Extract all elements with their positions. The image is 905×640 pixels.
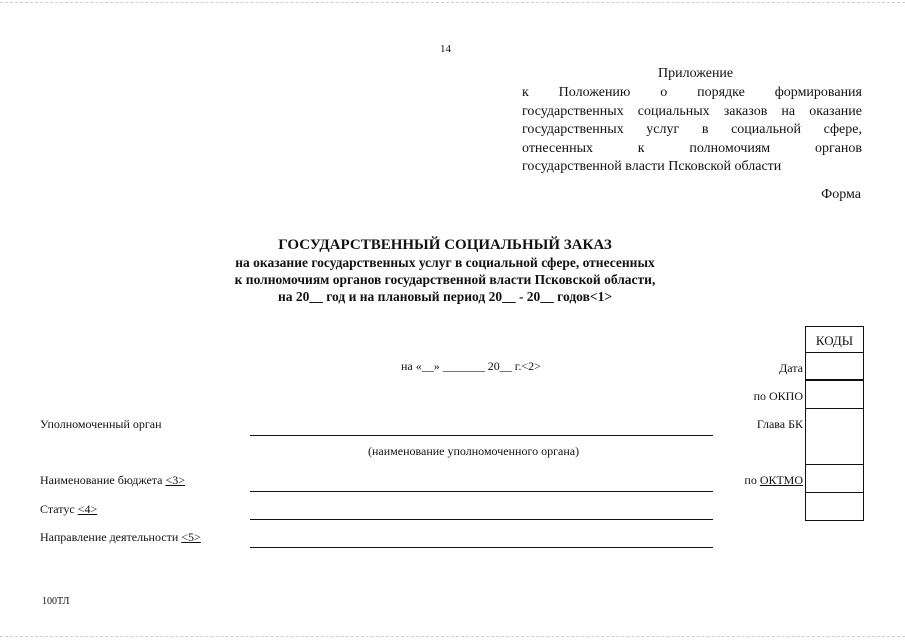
code-cell-oktmo[interactable] xyxy=(805,464,864,493)
oktmo-prefix: по xyxy=(744,473,760,487)
glava-bk-code-label: Глава БК xyxy=(756,417,803,431)
appendix-line: к Положению о порядке формирования xyxy=(522,85,862,100)
code-cell-extra[interactable] xyxy=(805,492,864,521)
scan-edge-top xyxy=(0,2,905,3)
form-label: Форма xyxy=(821,187,861,202)
authority-caption: (наименование уполномоченного органа) xyxy=(368,444,580,458)
budget-input-line[interactable] xyxy=(250,491,713,492)
code-cell-glava-bk[interactable] xyxy=(805,408,864,465)
budget-label-text: Наименование бюджета xyxy=(40,473,166,487)
direction-label-text: Направление деятельности xyxy=(40,530,182,544)
status-footnote-link[interactable]: <4> xyxy=(77,502,98,516)
date-code-label: Дата xyxy=(779,361,803,375)
footer-code: 100ТЛ xyxy=(42,596,70,607)
codes-header-cell xyxy=(805,326,864,353)
budget-label xyxy=(40,473,185,488)
title-line-3: к полномочиям органов государственной власти Псковской области, xyxy=(234,272,656,287)
direction-input-line[interactable] xyxy=(250,547,713,548)
appendix-text xyxy=(522,84,862,177)
appendix-line: отнесенных к полномочиям органов xyxy=(522,140,862,156)
authority-label: Уполномоченный орган xyxy=(40,417,162,431)
okpo-code-label: по ОКПО xyxy=(753,389,803,403)
code-cell-date[interactable] xyxy=(805,352,864,381)
code-cell-okpo[interactable] xyxy=(805,380,864,409)
direction-label xyxy=(40,530,201,545)
direction-footnote-link[interactable]: <5> xyxy=(181,530,201,544)
scan-edge-bottom xyxy=(0,636,905,637)
document-title xyxy=(150,237,740,305)
appendix-title: Приложение xyxy=(658,66,734,81)
authority-input-line[interactable] xyxy=(250,435,713,436)
title-line-4: на 20__ год и на плановый период 20__ - 20__ годов<1> xyxy=(277,289,613,304)
budget-footnote-link[interactable]: <3> xyxy=(165,473,186,487)
oktmo-link[interactable]: ОКТМО xyxy=(759,473,803,487)
appendix-line: государственных услуг в социальной сфере, xyxy=(522,122,862,137)
page-number: 14 xyxy=(440,43,451,55)
status-label xyxy=(40,502,97,517)
appendix-line: государственной власти Псковской области xyxy=(522,159,782,174)
status-input-line[interactable] xyxy=(250,519,713,520)
date-line: на «__» _______ 20__ г.<2> xyxy=(401,359,541,373)
oktmo-code-label xyxy=(744,473,803,488)
title-line-2: на оказание государственных услуг в социальной сфере, отнесенных xyxy=(235,255,655,270)
title-line-1: ГОСУДАРСТВЕННЫЙ СОЦИАЛЬНЫЙ ЗАКАЗ xyxy=(278,237,612,253)
codes-header: КОДЫ xyxy=(815,333,854,348)
appendix-line: государственных социальных заказов на оказание xyxy=(522,103,862,119)
status-label-text: Статус xyxy=(40,502,78,516)
